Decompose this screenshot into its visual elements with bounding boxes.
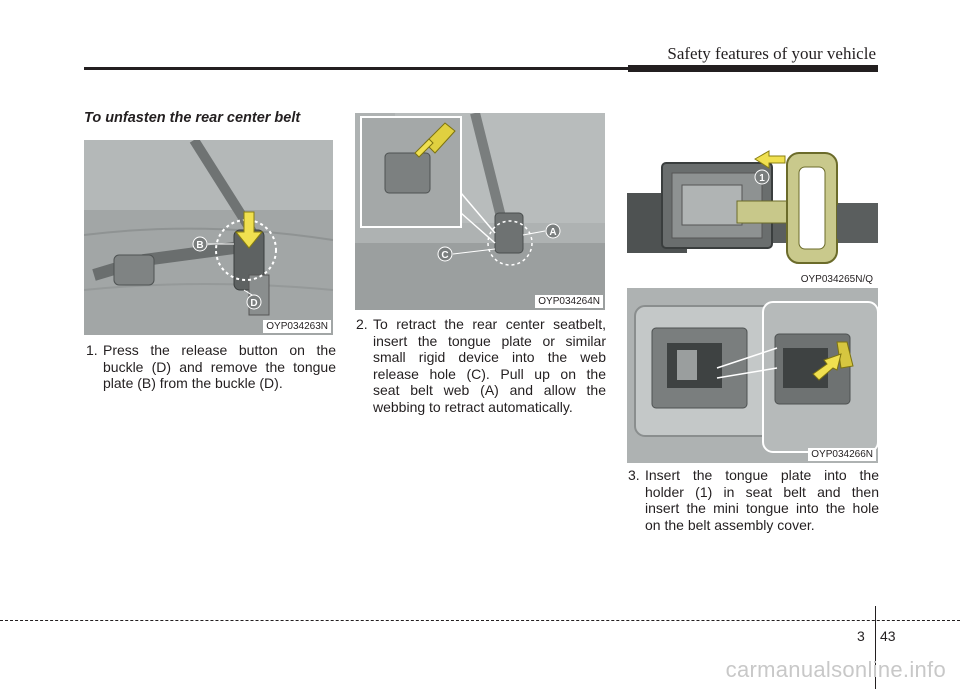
step-1-line: buckle (D) and remove the tongue xyxy=(103,358,336,375)
mini-tongue-illustration xyxy=(627,288,878,463)
step-3-line: on the belt assembly cover. xyxy=(645,516,815,533)
step-1-line: Press the release button on the xyxy=(103,342,336,358)
tongue-holder-illustration xyxy=(627,113,878,288)
buckle-release-illustration xyxy=(84,140,333,335)
page-number: 43 xyxy=(880,628,896,644)
step-2-line: insert the tongue plate or similar xyxy=(373,332,606,349)
figure-code-2: OYP034264N xyxy=(535,295,603,308)
footer-rule xyxy=(0,620,960,621)
step-3-number: 3. xyxy=(628,467,640,483)
figure-code-1: OYP034263N xyxy=(263,320,331,333)
step-2-line: To retract the rear center seatbelt, xyxy=(373,316,606,332)
step-3 xyxy=(628,467,879,533)
figure-buckle-release xyxy=(84,140,333,335)
step-2-number: 2. xyxy=(356,316,368,332)
step-3-line: insert the mini tongue into the hole xyxy=(645,500,879,516)
figure-tongue-holder xyxy=(627,113,878,288)
step-2-line: seat belt web (A) and allow the xyxy=(373,382,606,398)
figure-code-4: OYP034266N xyxy=(808,448,876,461)
step-3-line: Insert the tongue plate into the xyxy=(645,467,879,483)
section-heading: To unfasten the rear center belt xyxy=(84,110,301,126)
callout-d: D xyxy=(250,298,258,309)
header-rule-thick xyxy=(628,65,878,72)
step-2-line: release hole (C). Pull up on the xyxy=(373,365,606,382)
watermark: carmanualsonline.info xyxy=(725,657,946,682)
figure-web-release xyxy=(355,113,605,310)
step-2 xyxy=(356,316,606,415)
web-release-illustration xyxy=(355,113,605,310)
step-1-line: plate (B) from the buckle (D). xyxy=(103,375,283,391)
figure-mini-tongue xyxy=(627,288,878,463)
step-1 xyxy=(86,342,336,392)
callout-a: A xyxy=(549,227,557,238)
step-1-number: 1. xyxy=(86,342,98,358)
callout-c: C xyxy=(441,250,449,261)
step-2-line: webbing to retract automatically. xyxy=(373,398,573,415)
step-2-line: small rigid device into the web xyxy=(373,349,606,365)
callout-1: 1 xyxy=(759,173,765,184)
page-section-number: 3 xyxy=(857,628,865,644)
step-3-line: holder (1) in seat belt and then xyxy=(645,483,879,500)
running-header: Safety features of your vehicle xyxy=(667,44,876,63)
header-rule xyxy=(84,67,628,70)
figure-code-3: OYP034265N/Q xyxy=(798,273,876,286)
callout-b: B xyxy=(196,240,204,251)
